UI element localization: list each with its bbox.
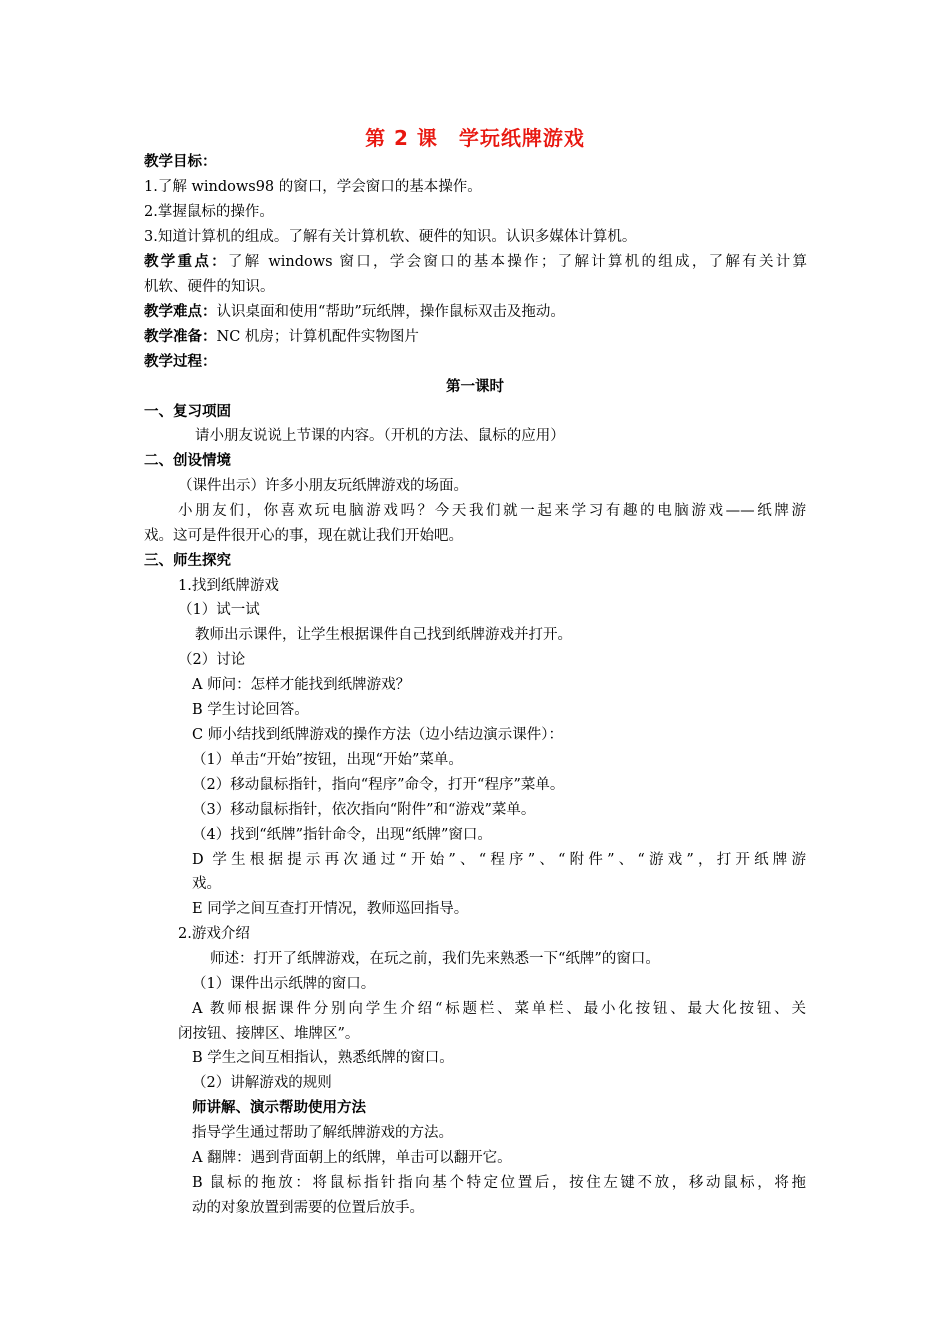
objective-item: 2.掌握鼠标的操作。 xyxy=(144,204,274,220)
process-label: 教学过程： xyxy=(144,354,217,370)
intro-item-a: A 教师根据课件分别向学生介绍“标题栏、菜单栏、最小化按钮、最大化按钮、关 xyxy=(192,1001,806,1017)
key-points-text: 了解 windows 窗口，学会窗口的基本操作；了解计算机的组成，了解有关计算 xyxy=(227,254,808,270)
discuss-item-b: B 学生讨论回答。 xyxy=(192,702,309,718)
section2-text: 小朋友们，你喜欢玩电脑游戏吗？今天我们就一起来学习有趣的电脑游戏——纸牌游 xyxy=(178,503,806,519)
step-item: （2）移动鼠标指针，指向“程序”命令，打开“程序”菜单。 xyxy=(192,777,565,793)
difficulties-label: 教学难点： xyxy=(144,304,217,320)
step-item: （1）单击“开始”按钮，出现“开始”菜单。 xyxy=(192,752,463,768)
section1-heading: 一、复习项固 xyxy=(144,404,231,420)
preparation-text: NC 机房；计算机配件实物图片 xyxy=(216,329,419,345)
objective-item: 1.了解 windows98 的窗口，学会窗口的基本操作。 xyxy=(144,179,482,195)
help-text: 指导学生通过帮助了解纸牌游戏的方法。 xyxy=(192,1125,453,1141)
section1-text: 请小朋友说说上节课的内容。（开机的方法、鼠标的应用） xyxy=(195,428,565,444)
key-points xyxy=(144,252,807,272)
intro-item-b: B 学生之间互相指认，熟悉纸牌的窗口。 xyxy=(192,1050,454,1066)
try-text: 教师出示课件，让学生根据课件自己找到纸牌游戏并打开。 xyxy=(195,627,572,643)
discuss-item-c: C 师小结找到纸牌游戏的操作方法（边小结边演示课件）： xyxy=(192,727,563,743)
section2-text: 戏。这可是件很开心的事，现在就让我们开始吧。 xyxy=(144,528,463,544)
drag-item-cont: 动的对象放置到需要的位置后放手。 xyxy=(192,1200,424,1216)
rules-label: （2）讲解游戏的规则 xyxy=(192,1075,332,1091)
help-heading: 师讲解、演示帮助使用方法 xyxy=(192,1100,366,1116)
preparation-label: 教学准备： xyxy=(144,329,217,345)
discuss-item-d: D 学生根据提示再次通过“开始”、“程序”、“附件”、“游戏”，打开纸牌游 xyxy=(192,852,806,868)
lesson-heading: 第一课时 xyxy=(446,379,504,395)
teacher-says: 师述：打开了纸牌游戏，在玩之前，我们先来熟悉一下“纸牌”的窗口。 xyxy=(210,951,660,967)
difficulties xyxy=(144,302,565,322)
discuss-item-d-cont: 戏。 xyxy=(192,876,221,892)
lesson-title: 第 2 课 学玩纸牌游戏 xyxy=(365,126,585,150)
discuss-item-a: A 师问：怎样才能找到纸牌游戏？ xyxy=(192,677,411,693)
discuss-label: （2）讨论 xyxy=(178,652,246,668)
key-points-label: 教学重点： xyxy=(144,254,228,270)
drag-item: B 鼠标的拖放：将鼠标指针指向基个特定位置后，按住左键不放，移动鼠标，将拖 xyxy=(192,1175,806,1191)
section2-heading: 二、创设情境 xyxy=(144,453,231,469)
part2-title: 2.游戏介绍 xyxy=(178,926,250,942)
step-item: （4）找到“纸牌”指针命令，出现“纸牌”窗口。 xyxy=(192,827,492,843)
intro-item-a-cont: 闭按钮、接牌区、堆牌区”。 xyxy=(178,1026,360,1042)
try-label: （1）试一试 xyxy=(178,602,260,618)
discuss-item-e: E 同学之间互查打开情况，教师巡回指导。 xyxy=(192,901,469,917)
section3-heading: 三、师生探究 xyxy=(144,553,231,569)
step-item: （3）移动鼠标指针，依次指向“附件”和“游戏”菜单。 xyxy=(192,802,536,818)
objective-item: 3.知道计算机的组成。了解有关计算机软、硬件的知识。认识多媒体计算机。 xyxy=(144,229,637,245)
objectives-label: 教学目标： xyxy=(144,154,217,170)
flip-item: A 翻牌：遇到背面朝上的纸牌，单击可以翻开它。 xyxy=(192,1150,512,1166)
preparation xyxy=(144,327,419,347)
key-points-text-cont: 机软、硬件的知识。 xyxy=(144,279,275,295)
difficulties-text: 认识桌面和使用“帮助”玩纸牌，操作鼠标双击及拖动。 xyxy=(216,304,565,320)
part1-title: 1.找到纸牌游戏 xyxy=(178,578,279,594)
section2-text: （课件出示）许多小朋友玩纸牌游戏的场面。 xyxy=(178,478,468,494)
show-window: （1）课件出示纸牌的窗口。 xyxy=(192,976,376,992)
